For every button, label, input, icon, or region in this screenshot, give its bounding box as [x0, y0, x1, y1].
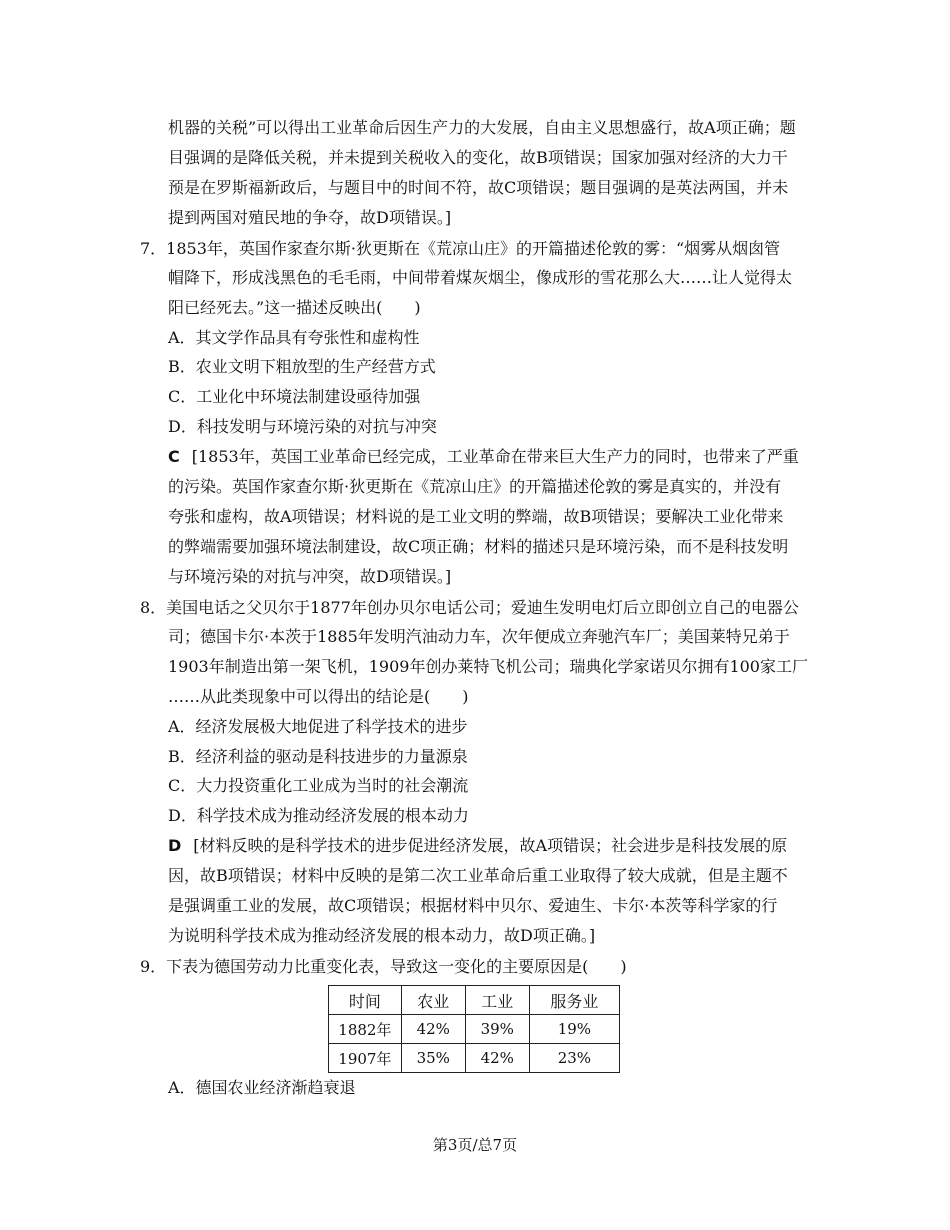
line-text: 目强调的是降低关税，并未提到关税收入的变化，故B项错误；国家加强对经济的大力干 [168, 148, 788, 167]
answer-letter: D [168, 836, 182, 855]
line-text: D．科技发明与环境污染的对抗与冲突 [168, 417, 437, 436]
text-line [168, 417, 437, 437]
table-cell: 39% [465, 1015, 529, 1044]
text-line [168, 477, 781, 497]
line-text: 司；德国卡尔·本茨于1885年发明汽油动力车，次年便成立奔驰汽车厂；美国莱特兄弟于 [168, 627, 790, 646]
text-line [140, 598, 799, 618]
labor-ratio-table [328, 985, 620, 1073]
text-line [168, 627, 790, 647]
text-line [168, 328, 420, 348]
text-line [168, 747, 468, 767]
text-line [168, 896, 777, 916]
table-cell: 42% [401, 1015, 465, 1044]
page-footer: 第3页/总7页 [432, 1136, 518, 1154]
table-row [329, 1015, 620, 1044]
line-text: 是强调重工业的发展，故C项错误；根据材料中贝尔、爱迪生、卡尔·本茨等科学家的行 [168, 896, 778, 915]
line-text: 因，故B项错误；材料中反映的是第二次工业革命后重工业取得了较大成就，但是主题不 [168, 866, 788, 885]
line-text: 机器的关税”可以得出工业革命后因生产力的大发展，自由主义思想盛行，故A项正确；题 [168, 118, 796, 137]
text-line [168, 357, 436, 377]
text-line [168, 387, 420, 407]
text-line [168, 567, 451, 587]
line-text: A．其文学作品具有夸张性和虚构性 [168, 328, 420, 347]
table-cell: 35% [401, 1044, 465, 1073]
text-line [168, 298, 421, 318]
table-cell: 19% [529, 1015, 619, 1044]
line-text: ……从此类现象中可以得出的结论是( ) [168, 687, 469, 706]
line-text: B．农业文明下粗放型的生产经营方式 [168, 357, 436, 376]
table-row [329, 1044, 620, 1073]
text-line [168, 657, 808, 677]
text-line [168, 148, 788, 168]
table-header-cell: 时间 [329, 986, 402, 1015]
answer-letter: C [168, 447, 180, 466]
table-header-row [329, 986, 620, 1015]
line-text: A．经济发展极大地促进了科学技术的进步 [168, 717, 468, 736]
line-text: 7．1853年，英国作家查尔斯·狄更斯在《荒凉山庄》的开篇描述伦敦的雾：“烟雾从烟囱管 [140, 239, 781, 258]
line-text: [材料反映的是科学技术的进步促进经济发展，故A项错误；社会进步是科技发展的原 [193, 836, 788, 855]
line-text: 的弊端需要加强环境法制建设，故C项正确；材料的描述只是环境污染，而不是科技发明 [168, 537, 789, 556]
line-text: 9．下表为德国劳动力比重变化表，导致这一变化的主要原因是( ) [140, 957, 627, 976]
text-line [168, 118, 796, 138]
answer-explanation-line [168, 447, 799, 467]
line-text: 帽降下，形成浅黑色的毛毛雨，中间带着煤灰烟尘，像成形的雪花那么大……让人觉得太 [168, 268, 793, 287]
table-cell: 1882年 [329, 1015, 402, 1044]
line-text: D．科学技术成为推动经济发展的根本动力 [168, 806, 469, 825]
table-header-cell: 工业 [465, 986, 529, 1015]
text-line [168, 268, 792, 288]
text-line [168, 178, 788, 198]
text-line [168, 687, 469, 707]
line-text: 的污染。英国作家查尔斯·狄更斯在《荒凉山庄》的开篇描述伦敦的雾是真实的，并没有 [168, 477, 782, 496]
line-text: C．大力投资重化工业成为当时的社会潮流 [168, 776, 469, 795]
text-line [168, 537, 788, 557]
line-text: 8．美国电话之父贝尔于1877年创办贝尔电话公司；爱迪生发明电灯后立即创立自己的电器公 [140, 598, 799, 617]
text-line [168, 866, 788, 886]
line-text: B．经济利益的驱动是科技进步的力量源泉 [168, 747, 468, 766]
line-text: 阳已经死去。”这一描述反映出( ) [168, 298, 421, 317]
table-header-cell: 服务业 [529, 986, 619, 1015]
line-text: 为说明科学技术成为推动经济发展的根本动力，故D项正确。] [168, 926, 596, 945]
line-text: 1903年制造出第一架飞机，1909年创办莱特飞机公司；瑞典化学家诺贝尔拥有100家工厂 [168, 657, 808, 676]
text-line [168, 1078, 356, 1098]
line-text: 与环境污染的对抗与冲突，故D项错误。] [168, 567, 452, 586]
text-line [168, 717, 468, 737]
table-header-cell: 农业 [401, 986, 465, 1015]
text-line [140, 957, 627, 977]
line-text: A．德国农业经济渐趋衰退 [168, 1078, 356, 1097]
table-cell: 23% [529, 1044, 619, 1073]
text-line [168, 208, 451, 228]
answer-explanation-line [168, 836, 787, 856]
text-line [140, 239, 780, 259]
text-line [168, 926, 595, 946]
line-text: 预是在罗斯福新政后，与题目中的时间不符，故C项错误；题目强调的是英法两国，并未 [168, 178, 789, 197]
line-text: [1853年，英国工业革命已经完成，工业革命在带来巨大生产力的同时，也带来了严重 [191, 447, 799, 466]
text-line [168, 776, 468, 796]
line-text: C．工业化中环境法制建设亟待加强 [168, 387, 421, 406]
text-line [168, 806, 469, 826]
line-text: 提到两国对殖民地的争夺，故D项错误。] [168, 208, 452, 227]
line-text: 夸张和虚构，故A项错误；材料说的是工业文明的弊端，故B项错误；要解决工业化带来 [168, 507, 784, 526]
table-cell: 42% [465, 1044, 529, 1073]
text-line [168, 507, 783, 527]
table-cell: 1907年 [329, 1044, 402, 1073]
